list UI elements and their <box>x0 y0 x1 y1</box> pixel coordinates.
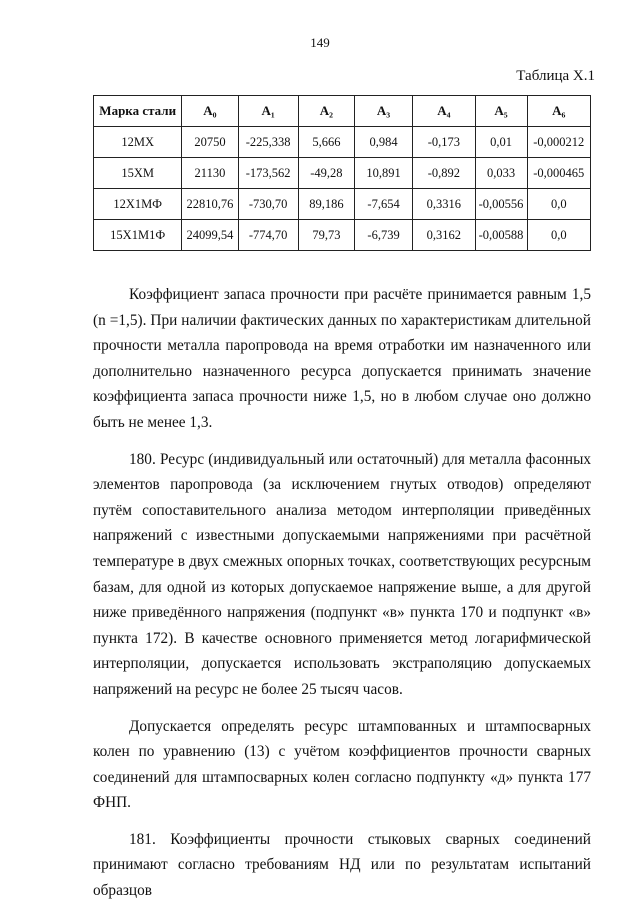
table-cell: 0,3162 <box>413 220 475 251</box>
table-cell: -0,000465 <box>527 158 590 189</box>
paragraph-stamped-bends: Допускается определять ресурс штампованных и штампосварных колен по уравнению (13) с учётом коэффициентов прочности сварных соединений для штампосварных колен согласно подпункту «д» пункта 177 ФНП. <box>93 717 591 812</box>
table-cell: -0,892 <box>413 158 475 189</box>
table-row <box>94 158 591 189</box>
table-cell: 0,01 <box>475 127 527 158</box>
table-cell: 5,666 <box>298 127 354 158</box>
table-cell: 15Х1М1Ф <box>94 220 182 251</box>
coefficient-table <box>93 95 591 251</box>
table-cell: 10,891 <box>354 158 412 189</box>
table-cell: 24099,54 <box>182 220 238 251</box>
header-a0: A₀ <box>182 96 238 127</box>
header-a6: A₆ <box>527 96 590 127</box>
body-text <box>93 282 591 915</box>
table-row <box>94 127 591 158</box>
table-cell: -173,562 <box>238 158 298 189</box>
table-cell: -6,739 <box>354 220 412 251</box>
table-caption: Таблица X.1 <box>516 68 595 84</box>
table-row <box>94 220 591 251</box>
header-a1: A₁ <box>238 96 298 127</box>
table-header-row <box>94 96 591 127</box>
header-steel-grade: Марка стали <box>94 96 182 127</box>
table-cell: -0,000212 <box>527 127 590 158</box>
table-cell: 79,73 <box>298 220 354 251</box>
table-cell: 22810,76 <box>182 189 238 220</box>
header-a3: A₃ <box>354 96 412 127</box>
table-cell: 0,0 <box>527 220 590 251</box>
header-a2: A₂ <box>298 96 354 127</box>
table-cell: 0,984 <box>354 127 412 158</box>
table-cell: 21130 <box>182 158 238 189</box>
table-cell: 15ХМ <box>94 158 182 189</box>
header-a4: A₄ <box>413 96 475 127</box>
table-cell: -7,654 <box>354 189 412 220</box>
page-number: 149 <box>310 35 330 50</box>
table-cell: -0,173 <box>413 127 475 158</box>
header-a5: A₅ <box>475 96 527 127</box>
table-cell: -225,338 <box>238 127 298 158</box>
table-cell: 0,3316 <box>413 189 475 220</box>
table-cell: 20750 <box>182 127 238 158</box>
table-cell: -774,70 <box>238 220 298 251</box>
table-row <box>94 189 591 220</box>
table-cell: 12МХ <box>94 127 182 158</box>
table-cell: 0,0 <box>527 189 590 220</box>
paragraph-safety-factor: Коэффициент запаса прочности при расчёте принимается равным 1,5 (n =1,5). При наличии фактических данных по характеристикам длительной прочности металла паропровода на время отработки им назначенного или дополнительно назначенного ресурса допускается принимать значение коэффициента запаса прочности ниже 1,5, но в любом случае оно должно быть не менее 1,3. <box>93 286 591 431</box>
table-cell: 89,186 <box>298 189 354 220</box>
paragraph-181: 181. Коэффициенты прочности стыковых сварных соединений принимают согласно требованиям НД или по результатам испытаний образцов <box>93 830 591 900</box>
table-cell: -730,70 <box>238 189 298 220</box>
table-cell: -0,00588 <box>475 220 527 251</box>
table-cell: -49,28 <box>298 158 354 189</box>
paragraph-180: 180. Ресурс (индивидуальный или остаточный) для металла фасонных элементов паропровода (за исключением гнутых отводов) определяют путём сопоставительного анализа методом интерполяции приведённых напряжений с известными допускаемыми напряжениями при расчётной температуре в двух смежных опорных точках, соответствующих ресурсным базам, для одной из которых допускаемое напряжение выше, а для другой ниже приведённого напряжения (подпункт «в» пункта 170 и подпункт «в» пункта 172). В качестве основного применяется метод логарифмической интерполяции, допускается использовать экстраполяцию допускаемых напряжений на ресурс не более 25 тысяч часов. <box>93 450 591 698</box>
table-cell: 12Х1МФ <box>94 189 182 220</box>
table-cell: 0,033 <box>475 158 527 189</box>
table-cell: -0,00556 <box>475 189 527 220</box>
